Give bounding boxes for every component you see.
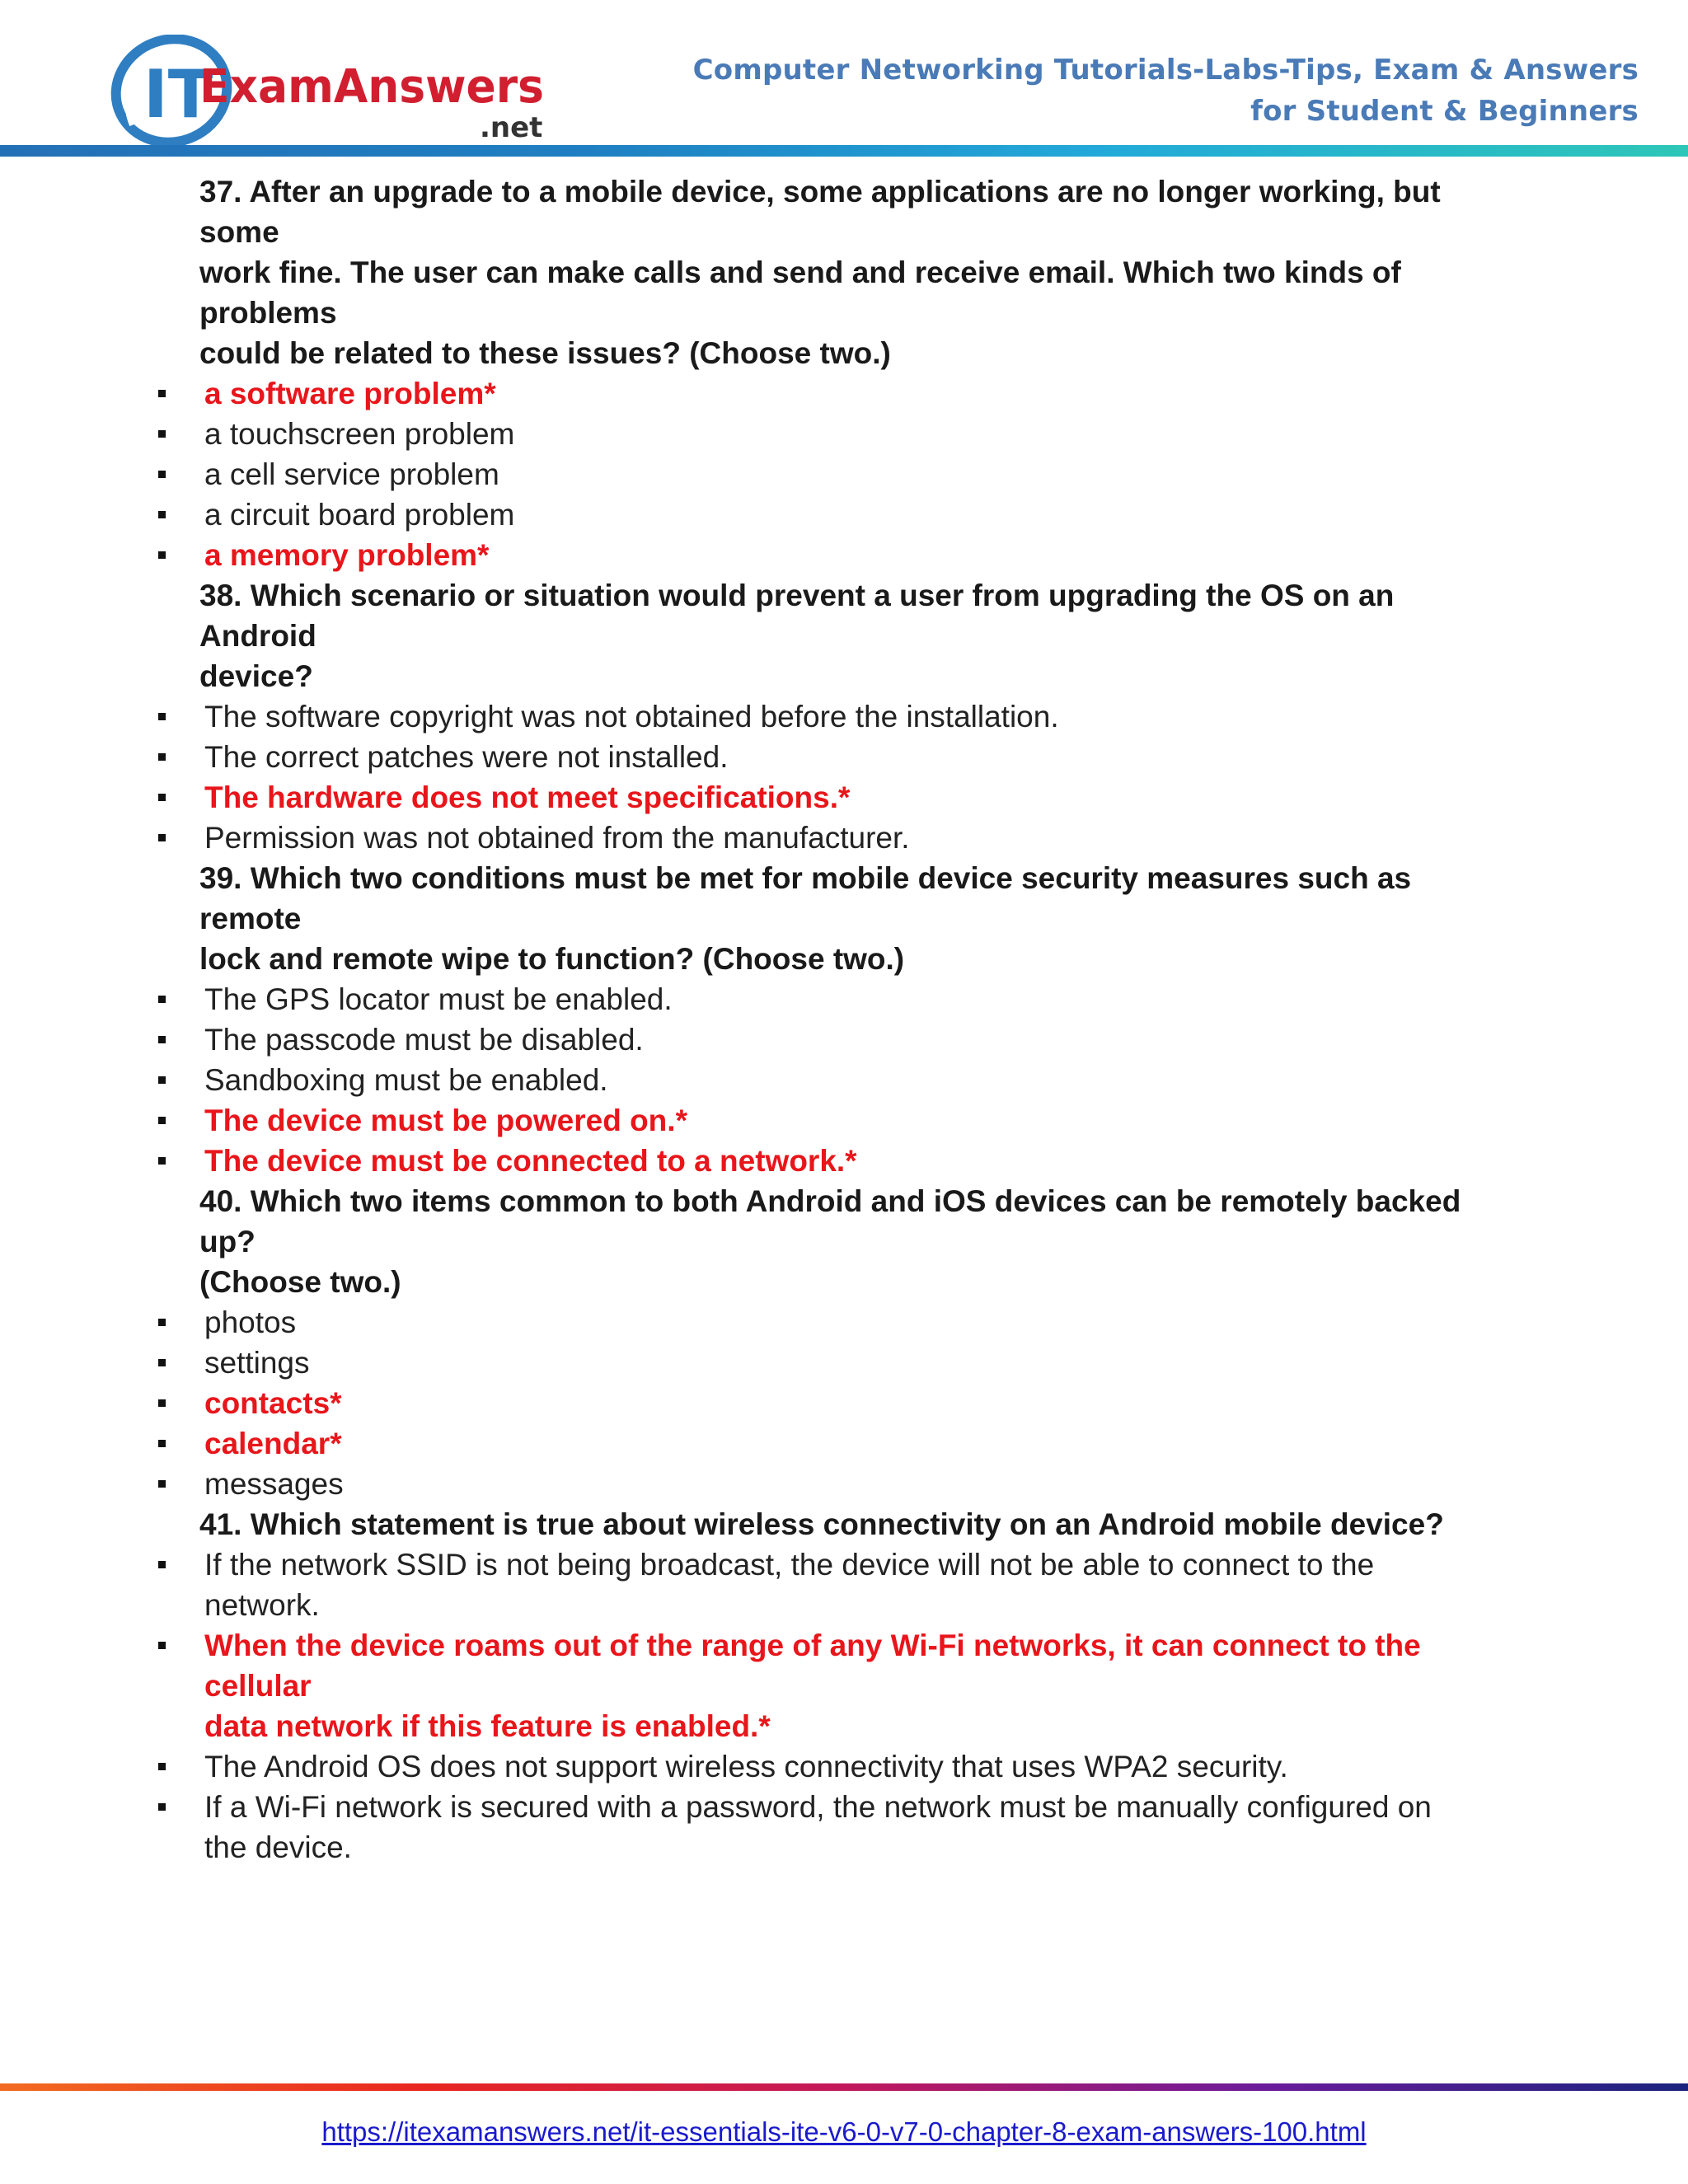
tagline-line-2: for Student & Beginners: [1250, 95, 1639, 128]
answer-option-line: data network if this feature is enabled.*: [204, 1709, 771, 1743]
answer-option: [157, 494, 1475, 535]
answer-option-correct: [157, 373, 1475, 414]
logo-tld: .net: [480, 111, 543, 144]
answer-option: [157, 1302, 1475, 1343]
question-line: 37. After an upgrade to a mobile device, some applications are no longer working, but some: [199, 175, 1441, 249]
answer-option-line: The passcode must be disabled.: [204, 1023, 644, 1057]
question-text: [199, 171, 1475, 373]
answer-option-line: When the device roams out of the range of any Wi-Fi networks, it can connect to the cellular: [204, 1629, 1421, 1703]
answer-option: [157, 1787, 1475, 1868]
answer-option: [157, 1343, 1475, 1383]
answer-option-line: If a Wi-Fi network is secured with a password, the network must be manually configured on: [204, 1790, 1432, 1824]
answer-option-line: The software copyright was not obtained before the installation.: [204, 700, 1059, 733]
question-text: [199, 575, 1475, 696]
footer-url-link[interactable]: https://itexamanswers.net/it-essentials-ite-v6-0-v7-0-chapter-8-exam-answers-100.html: [321, 2116, 1367, 2147]
answer-option-line: The Android OS does not support wireless connectivity that uses WPA2 security.: [204, 1750, 1288, 1783]
question-text: [199, 858, 1475, 979]
question-text: [199, 1181, 1475, 1302]
answer-options: [157, 696, 1475, 858]
answer-options: [157, 373, 1475, 575]
answer-option-correct: [157, 535, 1475, 575]
answer-option: [157, 414, 1475, 454]
logo-brand: ExamAnswers: [199, 60, 544, 114]
answer-option-line: The hardware does not meet specifications.*: [204, 780, 851, 814]
logo-graphic: [107, 35, 552, 150]
answer-options: [157, 1302, 1475, 1504]
answer-option: [157, 1060, 1475, 1100]
answer-option-correct: [157, 777, 1475, 818]
answer-options: [157, 1544, 1475, 1868]
answer-option-correct: [157, 1141, 1475, 1181]
tagline-line-1: Computer Networking Tutorials-Labs-Tips, Exam & Answers: [692, 54, 1639, 87]
answer-option-line: network.: [204, 1588, 320, 1622]
answer-option-line: the device.: [204, 1830, 352, 1864]
question-line: could be related to these issues? (Choose two.): [199, 336, 891, 370]
question-list: [157, 171, 1475, 1868]
question-text: [199, 1504, 1475, 1544]
question-line: 39. Which two conditions must be met for mobile device security measures such as remote: [199, 861, 1412, 935]
answer-option-line: contacts*: [204, 1386, 342, 1420]
answer-option-correct: [157, 1423, 1475, 1464]
answer-option: [157, 979, 1475, 1019]
answer-option-line: The GPS locator must be enabled.: [204, 982, 673, 1016]
answer-option: [157, 1746, 1475, 1787]
answer-option-line: a circuit board problem: [204, 498, 515, 532]
page-header: [0, 0, 1688, 165]
logo-letters: IT: [143, 56, 213, 133]
site-logo[interactable]: [107, 35, 552, 150]
answer-option: [157, 737, 1475, 777]
answer-option-line: photos: [204, 1305, 297, 1339]
answer-option-correct: [157, 1625, 1475, 1746]
answer-option-line: The device must be powered on.*: [204, 1104, 687, 1137]
answer-option: [157, 1464, 1475, 1504]
answer-option-line: a memory problem*: [204, 538, 490, 572]
answer-option-correct: [157, 1383, 1475, 1423]
answer-option-line: calendar*: [204, 1427, 342, 1460]
answer-option: [157, 818, 1475, 858]
answer-option: [157, 1544, 1475, 1625]
question-line: lock and remote wipe to function? (Choose two.): [199, 942, 905, 976]
question-line: 41. Which statement is true about wireless connectivity on an Android mobile device?: [199, 1507, 1444, 1541]
answer-option-line: The device must be connected to a network.*: [204, 1144, 857, 1178]
answer-option-line: Permission was not obtained from the manufacturer.: [204, 821, 910, 855]
answer-option: [157, 454, 1475, 494]
footer-divider: [0, 2083, 1688, 2091]
question-line: device?: [199, 659, 313, 693]
question-line: 38. Which scenario or situation would prevent a user from upgrading the OS on an Android: [199, 579, 1395, 653]
answer-option-line: If the network SSID is not being broadcast, the device will not be able to connect to the: [204, 1548, 1375, 1582]
answer-option-correct: [157, 1100, 1475, 1141]
answer-options: [157, 979, 1475, 1181]
header-divider: [0, 145, 1688, 157]
answer-option-line: a touchscreen problem: [204, 417, 515, 451]
answer-option: [157, 1019, 1475, 1060]
answer-option-line: settings: [204, 1346, 310, 1380]
answer-option-line: Sandboxing must be enabled.: [204, 1063, 608, 1097]
answer-option-line: messages: [204, 1467, 344, 1501]
answer-option: [157, 696, 1475, 737]
question-line: (Choose two.): [199, 1265, 401, 1299]
answer-option-line: a cell service problem: [204, 457, 499, 491]
answer-option-line: The correct patches were not installed.: [204, 740, 729, 774]
answer-option-line: a software problem*: [204, 377, 496, 410]
site-tagline: [693, 49, 1639, 132]
question-line: 40. Which two items common to both Android and iOS devices can be remotely backed up?: [199, 1184, 1461, 1258]
question-line: work fine. The user can make calls and send and receive email. Which two kinds of problems: [199, 255, 1401, 330]
